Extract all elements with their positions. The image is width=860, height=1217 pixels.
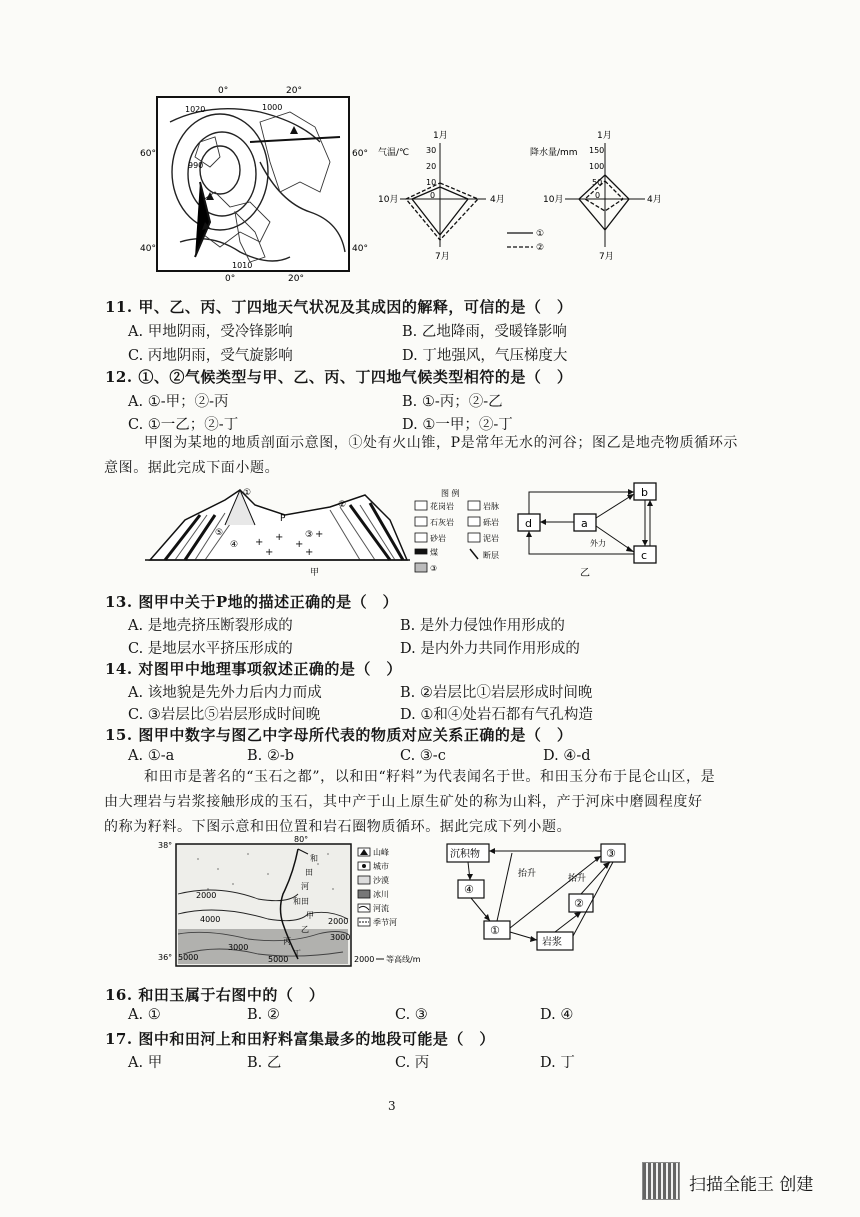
figure-caption: 乙	[580, 568, 590, 579]
month-label: 4月	[490, 195, 505, 205]
legend-label: 河流	[373, 904, 389, 913]
node-2: ②	[574, 897, 584, 910]
legend-label: 砾岩	[483, 518, 499, 527]
marker: ④	[230, 540, 239, 550]
lat-label: 60°	[352, 149, 368, 159]
watermark-text: 扫描全能王 创建	[689, 1175, 814, 1195]
legend-label: 城市	[373, 862, 389, 871]
tick-label: 0	[595, 191, 601, 200]
node-a: a	[581, 517, 588, 530]
month-label: 1月	[597, 131, 612, 141]
question-12-stem: 12. ①、②气候类型与甲、乙、丙、丁四地气候类型相符的是（ ）	[105, 368, 573, 386]
option-a[interactable]: A. 甲	[128, 1055, 163, 1071]
option-b[interactable]: B. 乙	[247, 1055, 282, 1071]
svg-text:+: +	[315, 529, 324, 540]
place-p: P	[280, 514, 286, 524]
legend-label: 岩脉	[483, 502, 499, 511]
option-d[interactable]: D. 丁	[540, 1055, 575, 1071]
contour-label: 5000	[268, 955, 289, 964]
temperature-radar-chart	[378, 125, 513, 265]
month-label: 1月	[433, 131, 448, 141]
month-label: 10月	[543, 195, 564, 205]
place-label: 丁	[293, 949, 301, 958]
legend-label: 沙漠	[373, 876, 389, 885]
contour-label: 4000	[200, 915, 221, 924]
node-3: ③	[606, 847, 616, 860]
page-number: 3	[388, 1099, 396, 1113]
option-d[interactable]: D. ①和④处岩石都有气孔构造	[400, 707, 593, 723]
lat-label: 40°	[140, 244, 156, 254]
place-label: 田	[305, 868, 313, 877]
axis-label: 气温/℃	[378, 148, 410, 158]
svg-text:+: +	[275, 532, 284, 543]
svg-text:+: +	[255, 537, 264, 548]
option-d[interactable]: D. 是内外力共同作用形成的	[400, 641, 580, 657]
scanner-watermark	[640, 1160, 840, 1200]
node-sediment: 沉积物	[450, 849, 480, 860]
contour-label: 3000	[330, 933, 351, 942]
lon-label: 20°	[286, 86, 302, 96]
contour-label: 2000	[328, 917, 349, 926]
month-label: 7月	[435, 252, 450, 262]
tick-label: 150	[589, 146, 605, 155]
option-c[interactable]: C. ③	[395, 1007, 428, 1023]
legend-label: 季节河	[373, 918, 397, 927]
legend-label: ③	[430, 564, 438, 573]
contour-legend-value: 2000	[354, 955, 375, 964]
climate-legend	[505, 225, 565, 255]
option-c[interactable]: C. 丙	[395, 1055, 430, 1071]
svg-text:+: +	[305, 547, 314, 558]
legend-label: 冰川	[373, 890, 389, 899]
legend-label: 石灰岩	[430, 518, 454, 527]
contour-label: 5000	[178, 953, 199, 962]
node-magma: 岩浆	[542, 937, 562, 948]
option-a[interactable]: A. 甲地阴雨，受冷锋影响	[128, 324, 293, 340]
month-label: 4月	[647, 195, 662, 205]
marker: ①	[243, 488, 252, 498]
node-1: ①	[490, 924, 500, 937]
question-15-stem: 15. 图甲中数字与图乙中字母所代表的物质对应关系正确的是（ ）	[105, 726, 573, 744]
weather-map	[140, 82, 368, 284]
option-b[interactable]: B. ②	[247, 1007, 280, 1023]
option-b[interactable]: B. 是外力侵蚀作用形成的	[400, 618, 565, 634]
option-a[interactable]: A. 该地貌是先外力后内力而成	[128, 685, 322, 701]
lon-label: 80°	[294, 835, 309, 844]
legend-label: 泥岩	[483, 534, 499, 543]
svg-text:+: +	[295, 539, 304, 550]
option-a[interactable]: A. 是地壳挤压断裂形成的	[128, 618, 293, 634]
tick-label: 20	[426, 162, 437, 171]
option-b[interactable]: B. 乙地降雨，受暖锋影响	[402, 324, 567, 340]
contour-label: 3000	[228, 943, 249, 952]
place-label: 甲	[306, 911, 314, 920]
rock-cycle-diagram	[440, 836, 640, 956]
place-label: 和田	[293, 897, 309, 906]
isobar-label: 990	[188, 161, 204, 170]
legend-label: 砂岩	[430, 534, 446, 543]
contour-label: 2000	[196, 891, 217, 900]
isobar-label: 1000	[262, 103, 283, 112]
node-b: b	[641, 486, 648, 499]
lon-label: 0°	[225, 274, 236, 284]
legend-label: 花岗岩	[430, 502, 454, 511]
option-c[interactable]: C. ③岩层比⑤岩层形成时间晚	[128, 707, 321, 723]
qr-code-icon	[642, 1162, 680, 1200]
legend-label: 煤	[430, 548, 438, 557]
question-16-stem: 16. 和田玉属于右图中的（ ）	[105, 986, 325, 1004]
intro-paragraph: 甲图为某地的地质剖面示意图，①处有火山锥，P是常年无水的河谷；图乙是地壳物质循环示意图。据此完成下面小题。	[104, 435, 739, 476]
geologic-profile-jia	[145, 485, 410, 580]
marker: ③	[305, 530, 314, 540]
question-17-stem: 17. 图中和田河上和田籽料富集最多的地段可能是（ ）	[105, 1030, 495, 1048]
marker: ⑤	[215, 528, 224, 538]
node-4: ④	[464, 883, 474, 896]
tick-label: 30	[426, 146, 437, 155]
edge-label: 抬升	[518, 869, 537, 879]
option-b[interactable]: B. ②岩层比①岩层形成时间晚	[400, 685, 593, 701]
tick-label: 100	[589, 162, 605, 171]
lon-label: 20°	[288, 274, 304, 284]
legend-label: 山峰	[373, 848, 389, 857]
option-d[interactable]: D. ④	[540, 1007, 574, 1023]
isobar-label: 1020	[185, 105, 206, 114]
hetian-map	[158, 834, 423, 972]
option-b[interactable]: B. ②-b	[247, 748, 295, 764]
legend-title: 图 例	[441, 489, 460, 498]
lon-label: 0°	[218, 86, 229, 96]
legend-label: ①	[536, 229, 545, 239]
lat-label: 40°	[352, 244, 368, 254]
edge-label: 抬升	[568, 874, 587, 884]
crust-cycle-yi	[510, 480, 660, 580]
place-label: 和	[310, 854, 318, 863]
svg-text:+: +	[265, 547, 274, 558]
option-c[interactable]: C. 是地层水平挤压形成的	[128, 641, 293, 657]
option-a[interactable]: A. ①-a	[128, 748, 175, 764]
question-11-stem: 11. 甲、乙、丙、丁四地天气状况及其成因的解释，可信的是（ ）	[105, 298, 573, 316]
option-a[interactable]: A. ①-甲；②-丙	[128, 394, 229, 410]
month-label: 7月	[599, 252, 614, 262]
edge-label: 外力	[590, 539, 606, 548]
legend-label: ②	[536, 243, 545, 253]
option-c[interactable]: C. 丙地阴雨，受气旋影响	[128, 348, 293, 364]
option-c[interactable]: C. ③-c	[400, 748, 446, 764]
option-d[interactable]: D. 丁地强风，气压梯度大	[402, 348, 568, 364]
option-b[interactable]: B. ①-丙；②-乙	[402, 394, 503, 410]
marker: ②	[338, 500, 347, 510]
intro-paragraph: 和田市是著名的“玉石之都”，以和田“籽料”为代表闻名于世。和田玉分布于昆仑山区，是由大理岩与岩浆接触形成的玉石，其中产于山上原生矿处的称为山料，产于河床中磨圆程度好的称为籽料。下图示意和田位置和岩石圈物质循环。据此完成下列小题。	[104, 769, 716, 835]
place-label: 丙	[283, 937, 291, 946]
option-c[interactable]: C. ①一乙；②-丁	[128, 417, 239, 433]
node-d: d	[525, 517, 532, 530]
isobar-label: 1010	[232, 261, 253, 270]
month-label: 10月	[378, 195, 399, 205]
lat-label: 38°	[158, 841, 173, 850]
tick-label: 0	[430, 191, 436, 200]
question-13-stem: 13. 图甲中关于P地的描述正确的是（ ）	[105, 593, 399, 611]
legend-label: 断层	[483, 551, 499, 560]
tick-label: 50	[592, 178, 603, 187]
option-a[interactable]: A. ①	[128, 1007, 161, 1023]
lat-label: 36°	[158, 953, 173, 962]
lat-label: 60°	[140, 149, 156, 159]
tick-label: 10	[426, 178, 437, 187]
place-label: 乙	[301, 925, 309, 934]
option-d[interactable]: D. ①一甲；②-丁	[402, 417, 513, 433]
option-d[interactable]: D. ④-d	[543, 748, 591, 764]
legend-label: 等高线/m	[386, 955, 421, 964]
axis-label: 降水量/mm	[530, 148, 578, 158]
node-c: c	[641, 549, 648, 562]
figure-caption: 甲	[310, 568, 320, 578]
question-14-stem: 14. 对图甲中地理事项叙述正确的是（ ）	[105, 660, 402, 678]
geologic-legend	[413, 487, 518, 582]
place-label: 河	[301, 882, 309, 891]
